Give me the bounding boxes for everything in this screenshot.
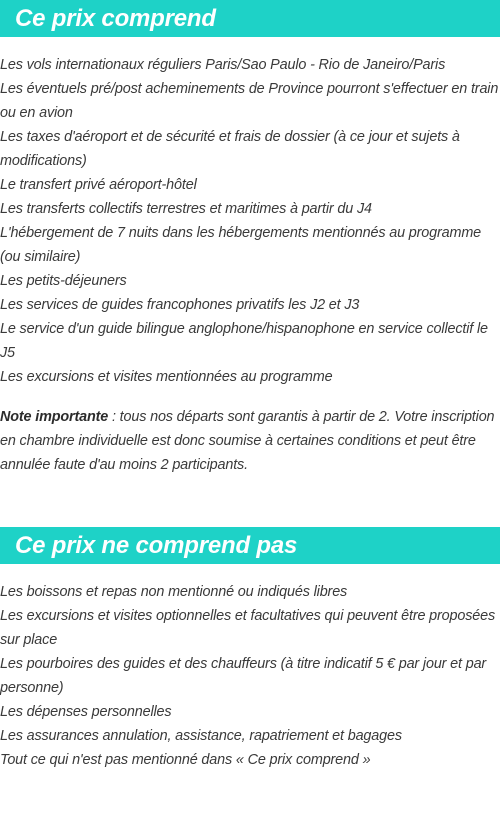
note-label: Note importante: [0, 409, 109, 425]
list-item: Le transfert privé aéroport-hôtel: [0, 177, 197, 193]
important-note: [0, 405, 500, 477]
list-item: Les éventuels pré/post acheminements de Province pourront s'effectuer en train ou en avion: [0, 81, 499, 121]
list-item: Les taxes d'aéroport et de sécurité et frais de dossier (à ce jour et sujets à modifications): [0, 129, 460, 169]
list-item: Les boissons et repas non mentionné ou indiqués libres: [0, 584, 348, 600]
list-item: Les excursions et visites optionnelles et facultatives qui peuvent être proposées sur place: [0, 608, 496, 648]
list-item: Les petits-déjeuners: [0, 273, 127, 289]
list-item: Les dépenses personnelles: [0, 704, 172, 720]
includes-title: Ce prix comprend: [15, 5, 216, 32]
list-item: Les pourboires des guides et des chauffeurs (à titre indicatif 5 € par jour et par personne): [0, 656, 487, 696]
list-item: Les transferts collectifs terrestres et maritimes à partir du J4: [0, 201, 372, 217]
includes-list: [0, 53, 500, 389]
list-item: Tout ce qui n'est pas mentionné dans « Ce prix comprend »: [0, 752, 371, 768]
list-item: Les assurances annulation, assistance, rapatriement et bagages: [0, 728, 402, 744]
excludes-header: [0, 527, 500, 564]
list-item: Les vols internationaux réguliers Paris/Sao Paulo - Rio de Janeiro/Paris: [0, 57, 446, 73]
excludes-list: [0, 580, 500, 772]
list-item: Les excursions et visites mentionnées au programme: [0, 369, 333, 385]
list-item: L'hébergement de 7 nuits dans les hébergements mentionnés au programme (ou similaire): [0, 225, 482, 265]
list-item: Le service d'un guide bilingue anglophone/hispanophone en service collectif le J5: [0, 321, 488, 361]
note-text: : tous nos départs sont garantis à partir de 2. Votre inscription en chambre individuelle est donc soumise à certaines conditions et peut être annulée faute d'au moins 2 participants.: [0, 409, 495, 473]
list-item: Les services de guides francophones privatifs les J2 et J3: [0, 297, 360, 313]
includes-header: [0, 0, 500, 37]
excludes-title: Ce prix ne comprend pas: [15, 532, 298, 559]
